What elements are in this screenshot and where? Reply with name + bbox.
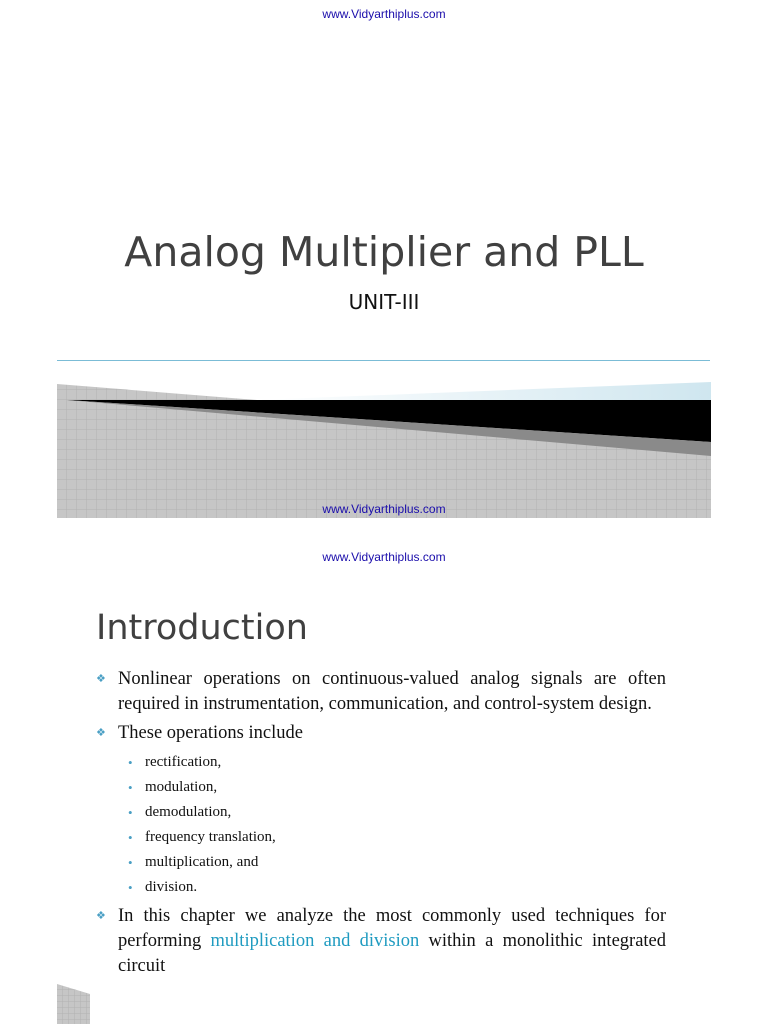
bullet-text: within a monolithic integrated circuit	[118, 931, 667, 976]
dot-bullet-icon: •	[128, 855, 133, 870]
sub-bullet-item: • frequency translation,	[128, 825, 666, 850]
corner-decoration	[57, 984, 90, 1024]
sub-bullet-item: • multiplication, and	[128, 850, 666, 875]
sub-bullet-item: • division.	[128, 875, 666, 900]
sub-bullet-item: • rectification,	[128, 750, 666, 775]
sub-bullet-list	[96, 750, 666, 900]
slide-title: Analog Multiplier and PLL	[124, 228, 644, 276]
header-link-slide2[interactable]: www.Vidyarthiplus.com	[322, 550, 446, 564]
dot-bullet-icon: •	[128, 755, 133, 770]
bullet-item	[96, 904, 666, 979]
sub-bullet-item: • modulation,	[128, 775, 666, 800]
diamond-bullet-icon: ❖	[96, 727, 106, 739]
dot-bullet-icon: •	[128, 780, 133, 795]
highlighted-text: multiplication and division	[210, 931, 420, 951]
bullet-text: In this chapter we analyze the most commonly used techniques for performing	[118, 906, 666, 951]
bullet-item	[96, 667, 666, 717]
diamond-bullet-icon: ❖	[96, 673, 106, 685]
slide-content	[96, 667, 666, 983]
banner-link[interactable]: www.Vidyarthiplus.com	[322, 502, 446, 516]
slide-subtitle: UNIT-III	[348, 290, 420, 314]
dot-bullet-icon: •	[128, 880, 133, 895]
bullet-text: Nonlinear operations on continuous-valued analog signals are often required in instrumentation, communication, and control-system design.	[118, 669, 666, 714]
section-title: Introduction	[96, 608, 308, 648]
dot-bullet-icon: •	[128, 830, 133, 845]
dot-bullet-icon: •	[128, 805, 133, 820]
header-link-slide1[interactable]: www.Vidyarthiplus.com	[322, 7, 446, 21]
bullet-item	[96, 721, 666, 746]
bullet-text: These operations include	[118, 723, 303, 743]
sub-bullet-item: • demodulation,	[128, 800, 666, 825]
decorative-banner	[57, 380, 711, 518]
divider-line	[57, 360, 710, 361]
diamond-bullet-icon: ❖	[96, 910, 106, 922]
